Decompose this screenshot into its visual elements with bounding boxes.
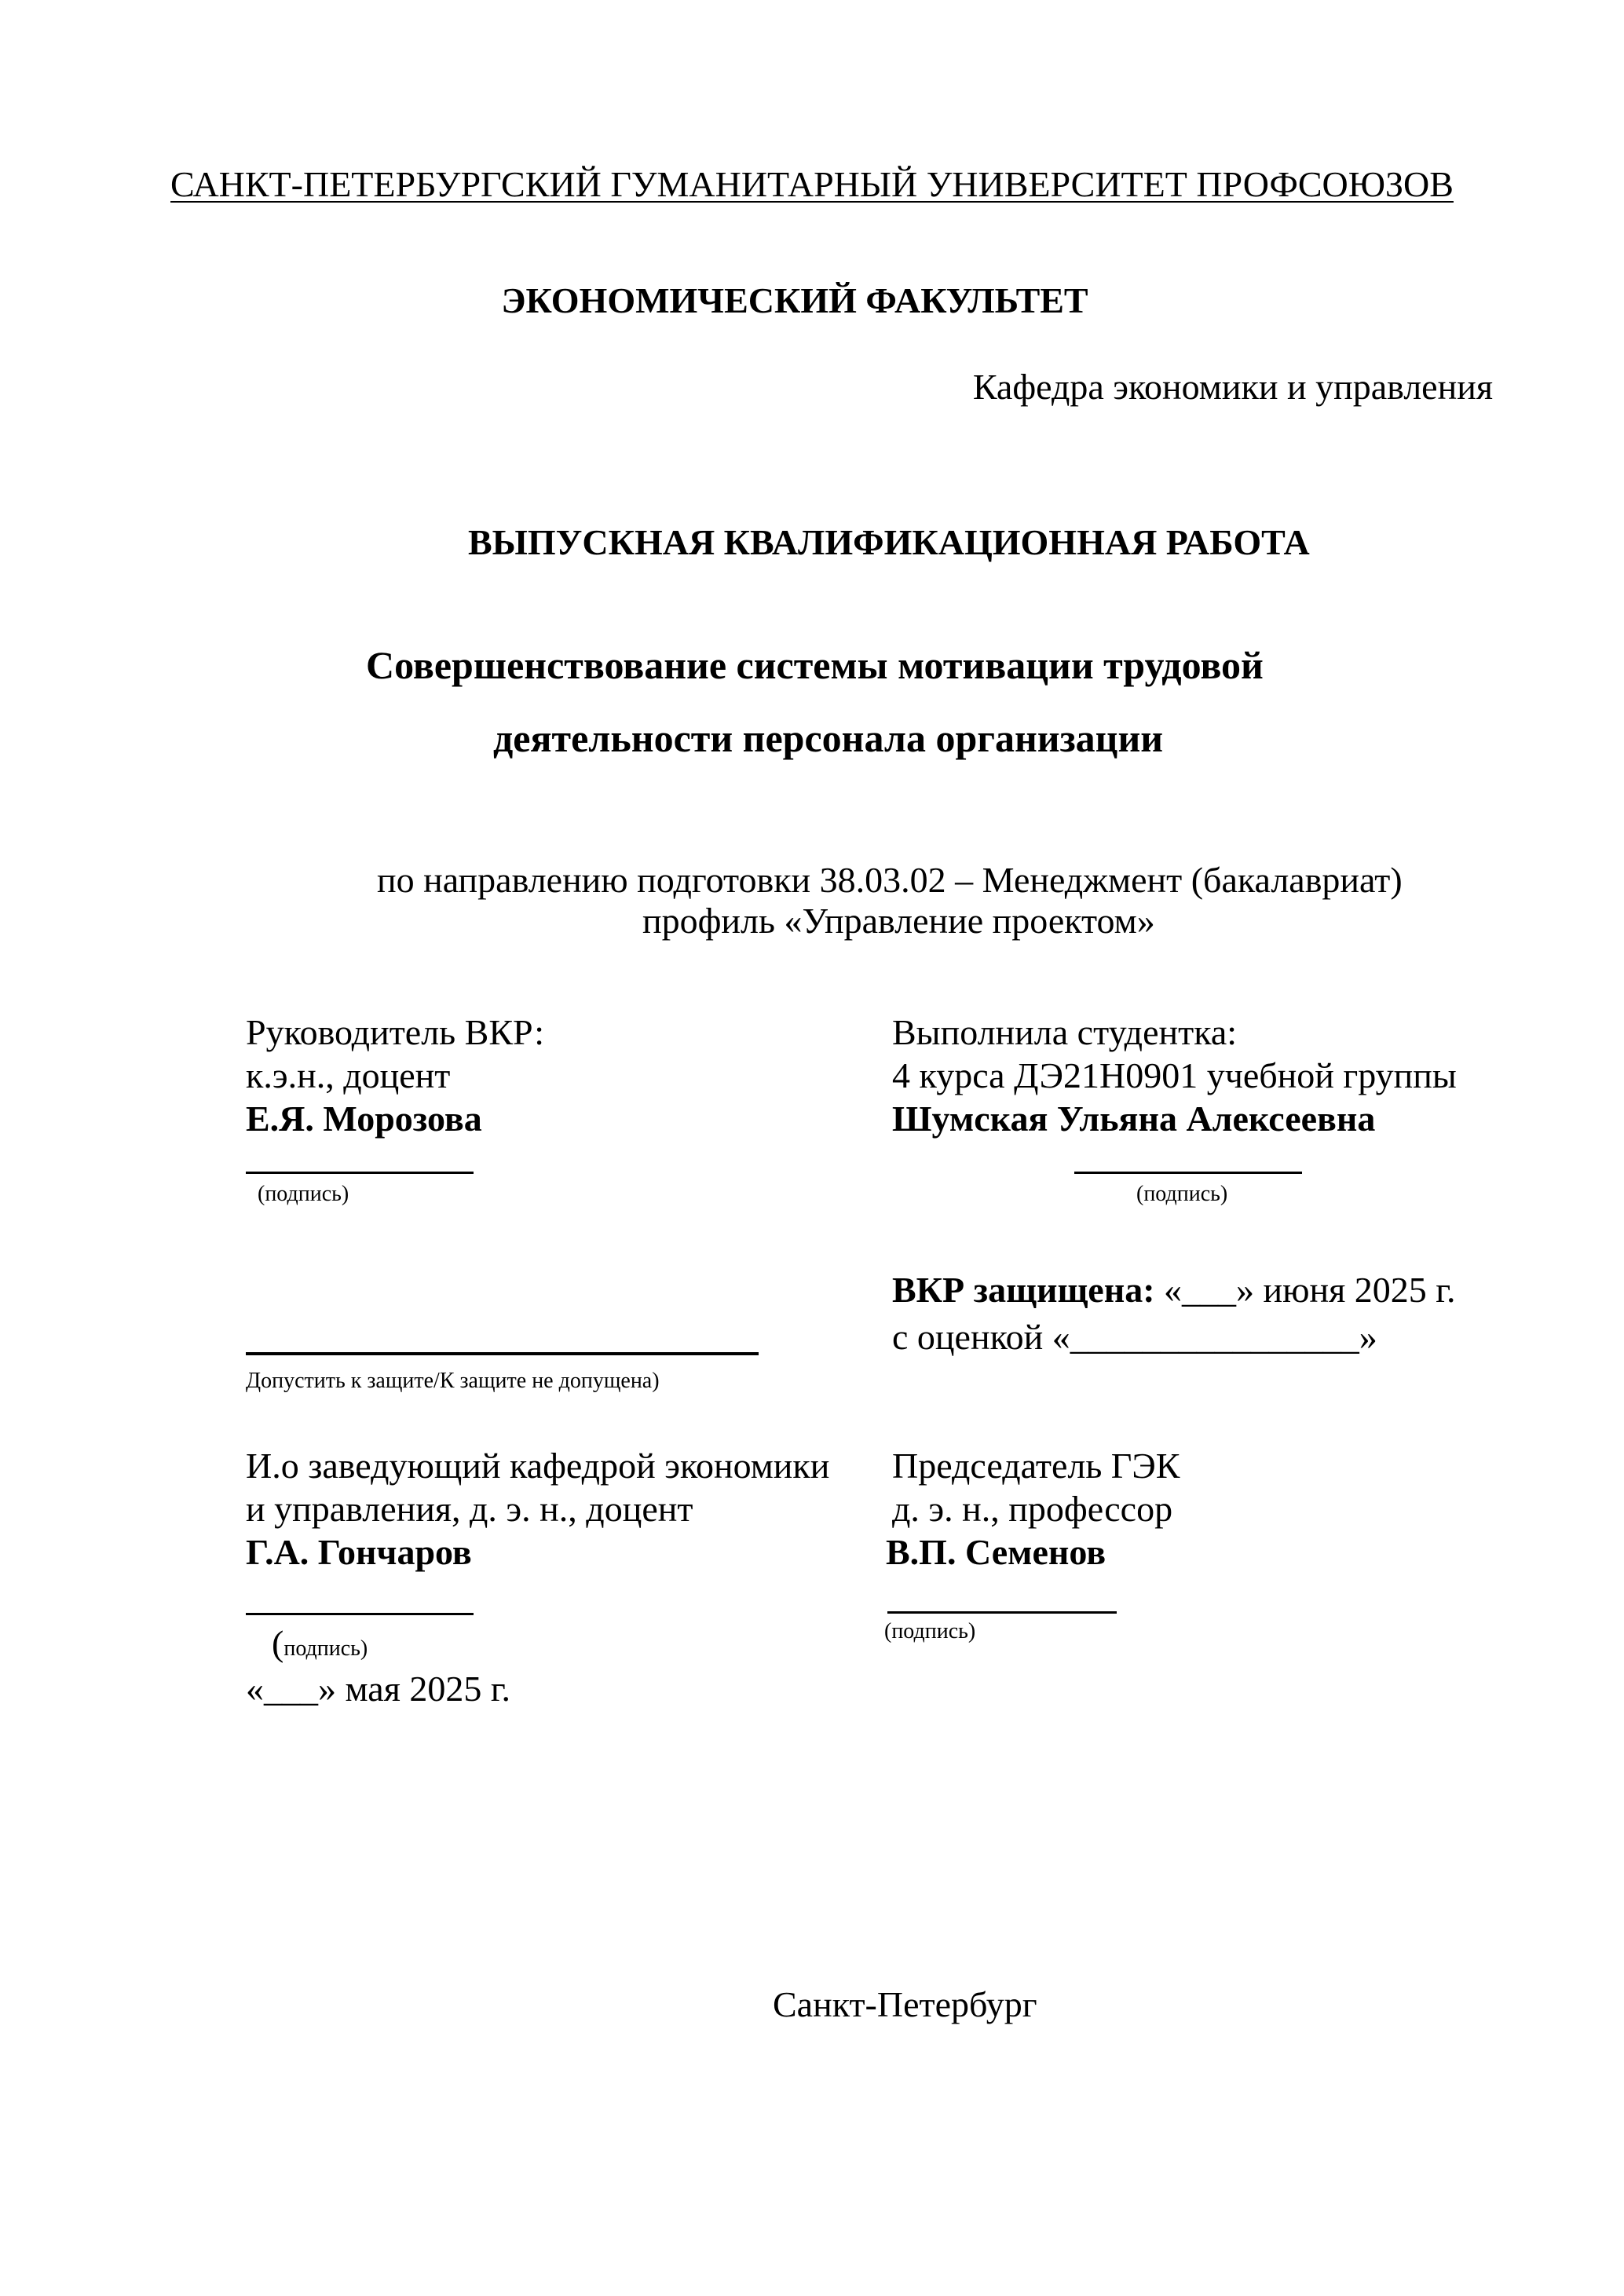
city: Санкт-Петербург <box>773 1984 1037 2024</box>
student-name: Шумская Ульяна Алексеевна <box>892 1099 1376 1139</box>
admission-caption: Допустить к защите/К защите не допущена) <box>246 1369 660 1393</box>
student-label: Выполнила студентка: <box>892 1012 1238 1052</box>
student-group: 4 курса ДЭ21Н0901 учебной группы <box>892 1055 1457 1095</box>
supervisor-label: Руководитель ВКР: <box>246 1012 545 1052</box>
work-title-line1: Совершенствование системы мотивации трудовой <box>366 643 1264 687</box>
gek-name: В.П. Семенов <box>886 1532 1106 1572</box>
defense-line <box>892 1272 1455 1308</box>
student-signature-line <box>1074 1172 1302 1174</box>
university-name: САНКТ-ПЕТЕРБУРГСКИЙ ГУМАНИТАРНЫЙ УНИВЕРСИТЕТ ПРОФСОЮЗОВ <box>170 164 1454 204</box>
defense-date: «___» июня 2025 г. <box>1164 1270 1456 1310</box>
head-signature-caption: подпись) <box>283 1636 368 1661</box>
gek-label: Председатель ГЭК <box>892 1446 1180 1486</box>
admission-signature-line <box>246 1352 759 1355</box>
head-signature-line <box>246 1613 474 1615</box>
student-signature-caption: (подпись) <box>1136 1182 1228 1206</box>
work-title-line2: деятельности персонала организации <box>493 716 1164 760</box>
defense-label: ВКР защищена: <box>892 1270 1155 1310</box>
head-signature-paren: ( <box>272 1623 284 1663</box>
work-type: ВЫПУСКНАЯ КВАЛИФИКАЦИОННАЯ РАБОТА <box>468 522 1310 562</box>
department-name: Кафедра экономики и управления <box>972 367 1493 407</box>
gek-signature-caption: (подпись) <box>884 1619 976 1643</box>
defense-grade: с оценкой «________________» <box>892 1317 1377 1357</box>
head-name: Г.А. Гончаров <box>246 1532 472 1572</box>
head-signature-caption-wrap <box>272 1625 368 1662</box>
head-date: «___» мая 2025 г. <box>246 1669 511 1709</box>
head-line2: и управления, д. э. н., доцент <box>246 1489 693 1529</box>
supervisor-signature-caption: (подпись) <box>258 1182 349 1206</box>
supervisor-name: Е.Я. Морозова <box>246 1099 482 1139</box>
supervisor-signature-line <box>246 1172 474 1174</box>
profile-text: профиль «Управление проектом» <box>642 901 1155 941</box>
direction-text: по направлению подготовки 38.03.02 – Менеджмент (бакалавриат) <box>377 860 1403 900</box>
gek-signature-line <box>887 1611 1117 1614</box>
faculty-name: ЭКОНОМИЧЕСКИЙ ФАКУЛЬТЕТ <box>501 280 1088 320</box>
head-line1: И.о заведующий кафедрой экономики <box>246 1446 830 1486</box>
supervisor-degree: к.э.н., доцент <box>246 1055 451 1095</box>
gek-degree: д. э. н., профессор <box>892 1489 1173 1529</box>
